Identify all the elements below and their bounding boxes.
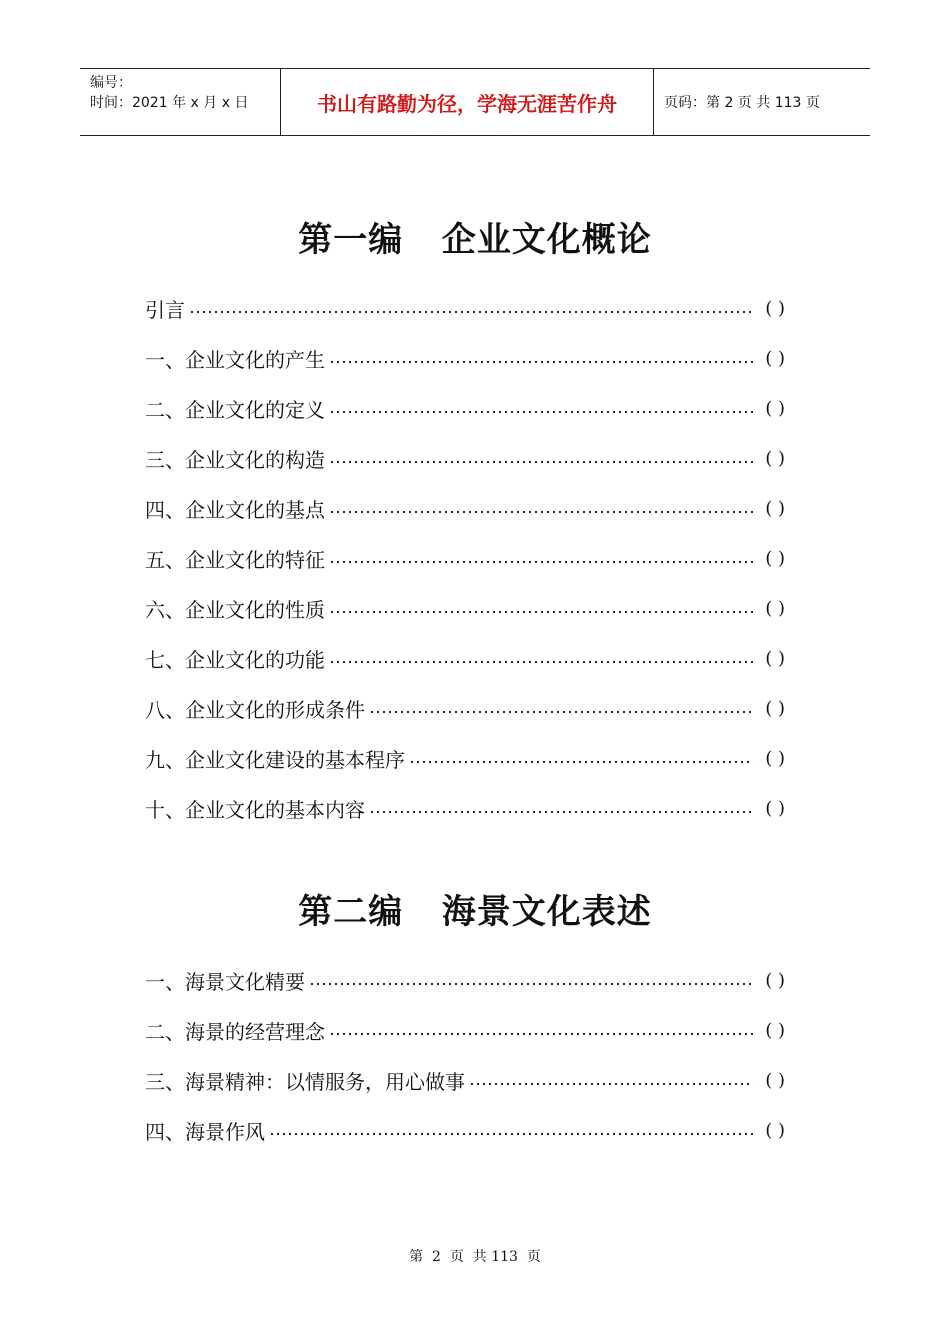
toc-row[interactable]: [145, 733, 785, 783]
toc-page-ref: ( ): [765, 1069, 785, 1091]
toc-label: 四、海景作风: [145, 1119, 265, 1144]
toc-page-ref: ( ): [765, 1119, 785, 1141]
toc-row[interactable]: [145, 533, 785, 583]
toc-row[interactable]: [145, 383, 785, 433]
toc-label: 九、企业文化建设的基本程序: [145, 747, 405, 772]
toc-label: 三、企业文化的构造: [145, 447, 325, 472]
toc-row[interactable]: [145, 433, 785, 483]
toc-leader-dots: [369, 811, 753, 813]
toc-page-ref: ( ): [765, 697, 785, 719]
toc-leader-dots: [469, 1083, 753, 1085]
toc-page-ref: ( ): [765, 447, 785, 469]
toc-page-ref: ( ): [765, 597, 785, 619]
toc-row[interactable]: [145, 1005, 785, 1055]
toc-label: 七、企业文化的功能: [145, 647, 325, 672]
toc-page-ref: ( ): [765, 347, 785, 369]
toc-leader-dots: [369, 711, 753, 713]
toc-row[interactable]: [145, 955, 785, 1005]
part2-toc: [145, 955, 785, 1155]
header-motto: 书山有路勤为径，学海无涯苦作舟: [281, 69, 654, 135]
toc-page-ref: ( ): [765, 1019, 785, 1041]
toc-label: 八、企业文化的形成条件: [145, 697, 365, 722]
toc-label: 二、企业文化的定义: [145, 397, 325, 422]
page-footer: 第 2 页 共 113 页: [409, 1249, 541, 1265]
toc-leader-dots: [329, 661, 753, 663]
toc-row[interactable]: [145, 1055, 785, 1105]
toc-row[interactable]: [145, 283, 785, 333]
toc-row[interactable]: [145, 583, 785, 633]
toc-page-ref: ( ): [765, 969, 785, 991]
toc-page-ref: ( ): [765, 297, 785, 319]
toc-leader-dots: [189, 311, 753, 313]
toc-page-ref: ( ): [765, 497, 785, 519]
toc-label: 四、企业文化的基点: [145, 497, 325, 522]
toc-leader-dots: [269, 1133, 753, 1135]
toc-leader-dots: [329, 511, 753, 513]
toc-leader-dots: [329, 611, 753, 613]
toc-row[interactable]: [145, 1105, 785, 1155]
toc-label: 六、企业文化的性质: [145, 597, 325, 622]
toc-label: 引言: [145, 297, 185, 322]
toc-row[interactable]: [145, 633, 785, 683]
toc-page-ref: ( ): [765, 397, 785, 419]
toc-leader-dots: [329, 411, 753, 413]
part1-toc: [145, 283, 785, 833]
toc-label: 十、企业文化的基本内容: [145, 797, 365, 822]
toc-label: 三、海景精神：以情服务，用心做事: [145, 1069, 465, 1094]
part1-title: 第一编 企业文化概论: [298, 220, 652, 260]
toc-label: 一、海景文化精要: [145, 969, 305, 994]
toc-leader-dots: [329, 461, 753, 463]
page-header: [80, 68, 870, 136]
toc-row[interactable]: [145, 333, 785, 383]
toc-row[interactable]: [145, 483, 785, 533]
header-meta: [80, 69, 281, 135]
toc-leader-dots: [329, 1033, 753, 1035]
document-number-label: 编号：: [90, 75, 132, 91]
toc-label: 二、海景的经营理念: [145, 1019, 325, 1044]
toc-label: 五、企业文化的特征: [145, 547, 325, 572]
toc-page-ref: ( ): [765, 797, 785, 819]
toc-leader-dots: [409, 761, 753, 763]
header-page-info: 页码：第 2 页 共 113 页: [664, 95, 820, 111]
toc-page-ref: ( ): [765, 547, 785, 569]
toc-leader-dots: [329, 361, 753, 363]
toc-row[interactable]: [145, 783, 785, 833]
toc-label: 一、企业文化的产生: [145, 347, 325, 372]
toc-leader-dots: [309, 983, 753, 985]
toc-page-ref: ( ): [765, 647, 785, 669]
toc-page-ref: ( ): [765, 747, 785, 769]
toc-leader-dots: [329, 561, 753, 563]
part2-title: 第二编 海景文化表述: [298, 892, 652, 932]
toc-row[interactable]: [145, 683, 785, 733]
document-time-label: 时间：2021 年 x 月 x 日: [90, 95, 249, 111]
